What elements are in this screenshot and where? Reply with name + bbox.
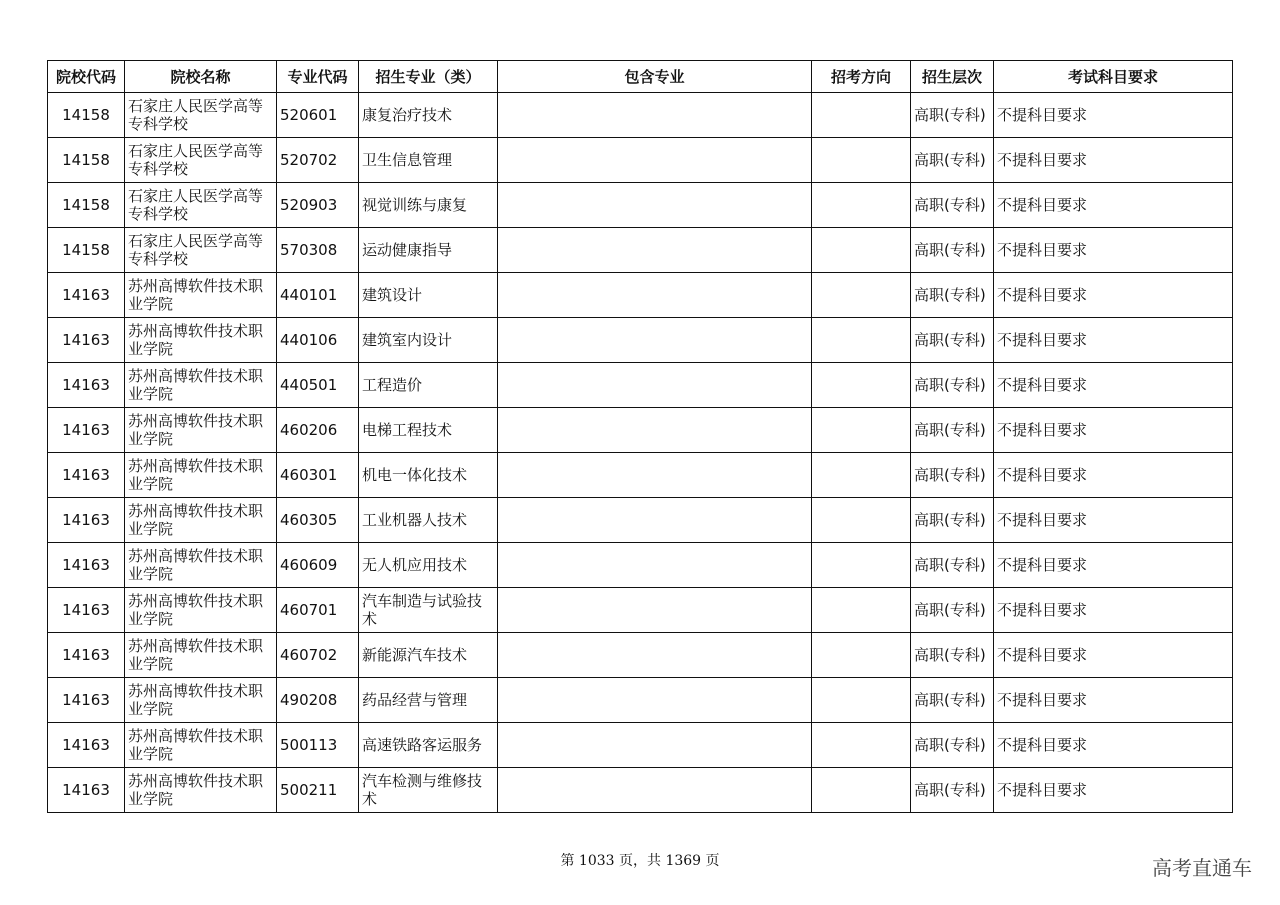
school-name-cell: 苏州高博软件技术职业学院	[125, 723, 277, 768]
school-name-cell: 苏州高博软件技术职业学院	[125, 768, 277, 813]
level-cell: 高职(专科)	[911, 453, 994, 498]
included-majors-cell	[498, 363, 812, 408]
major-code-cell: 460701	[277, 588, 359, 633]
included-majors-cell	[498, 318, 812, 363]
direction-cell	[812, 228, 911, 273]
direction-cell	[812, 453, 911, 498]
level-cell: 高职(专科)	[911, 768, 994, 813]
table-row	[48, 678, 1233, 723]
major-name-cell: 高速铁路客运服务	[359, 723, 498, 768]
table-row	[48, 453, 1233, 498]
direction-cell	[812, 723, 911, 768]
subject-requirement-cell: 不提科目要求	[994, 363, 1233, 408]
table-row	[48, 273, 1233, 318]
major-code-cell: 520903	[277, 183, 359, 228]
school-name-cell: 苏州高博软件技术职业学院	[125, 633, 277, 678]
header-included-majors: 包含专业	[498, 61, 812, 93]
major-code-cell: 440101	[277, 273, 359, 318]
level-cell: 高职(专科)	[911, 183, 994, 228]
major-code-cell: 440501	[277, 363, 359, 408]
direction-cell	[812, 678, 911, 723]
included-majors-cell	[498, 678, 812, 723]
included-majors-cell	[498, 228, 812, 273]
level-cell: 高职(专科)	[911, 273, 994, 318]
major-code-cell: 460206	[277, 408, 359, 453]
school-name-cell: 苏州高博软件技术职业学院	[125, 318, 277, 363]
major-name-cell: 康复治疗技术	[359, 93, 498, 138]
subject-requirement-cell: 不提科目要求	[994, 183, 1233, 228]
school-name-cell: 苏州高博软件技术职业学院	[125, 453, 277, 498]
direction-cell	[812, 318, 911, 363]
school-code-cell: 14163	[48, 363, 125, 408]
subject-requirement-cell: 不提科目要求	[994, 318, 1233, 363]
school-code-cell: 14163	[48, 723, 125, 768]
major-code-cell: 460702	[277, 633, 359, 678]
major-name-cell: 汽车检测与维修技术	[359, 768, 498, 813]
table-row	[48, 768, 1233, 813]
school-code-cell: 14163	[48, 498, 125, 543]
header-level: 招生层次	[911, 61, 994, 93]
school-code-cell: 14163	[48, 273, 125, 318]
direction-cell	[812, 183, 911, 228]
included-majors-cell	[498, 543, 812, 588]
table-row	[48, 633, 1233, 678]
school-code-cell: 14158	[48, 93, 125, 138]
header-direction: 招考方向	[812, 61, 911, 93]
header-school-code: 院校代码	[48, 61, 125, 93]
level-cell: 高职(专科)	[911, 723, 994, 768]
level-cell: 高职(专科)	[911, 588, 994, 633]
major-name-cell: 运动健康指导	[359, 228, 498, 273]
major-code-cell: 520702	[277, 138, 359, 183]
subject-requirement-cell: 不提科目要求	[994, 768, 1233, 813]
included-majors-cell	[498, 273, 812, 318]
level-cell: 高职(专科)	[911, 633, 994, 678]
included-majors-cell	[498, 408, 812, 453]
subject-requirement-cell: 不提科目要求	[994, 498, 1233, 543]
school-name-cell: 石家庄人民医学高等专科学校	[125, 138, 277, 183]
table-row	[48, 588, 1233, 633]
header-row	[48, 61, 1233, 93]
level-cell: 高职(专科)	[911, 93, 994, 138]
school-code-cell: 14163	[48, 543, 125, 588]
school-code-cell: 14163	[48, 453, 125, 498]
subject-requirement-cell: 不提科目要求	[994, 228, 1233, 273]
major-code-cell: 570308	[277, 228, 359, 273]
major-name-cell: 无人机应用技术	[359, 543, 498, 588]
included-majors-cell	[498, 768, 812, 813]
school-name-cell: 苏州高博软件技术职业学院	[125, 543, 277, 588]
direction-cell	[812, 633, 911, 678]
direction-cell	[812, 363, 911, 408]
major-code-cell: 520601	[277, 93, 359, 138]
major-code-cell: 490208	[277, 678, 359, 723]
school-name-cell: 石家庄人民医学高等专科学校	[125, 183, 277, 228]
major-name-cell: 工程造价	[359, 363, 498, 408]
major-name-cell: 新能源汽车技术	[359, 633, 498, 678]
subject-requirement-cell: 不提科目要求	[994, 453, 1233, 498]
major-code-cell: 500211	[277, 768, 359, 813]
direction-cell	[812, 138, 911, 183]
subject-requirement-cell: 不提科目要求	[994, 543, 1233, 588]
school-name-cell: 苏州高博软件技术职业学院	[125, 588, 277, 633]
subject-requirement-cell: 不提科目要求	[994, 588, 1233, 633]
direction-cell	[812, 768, 911, 813]
major-name-cell: 汽车制造与试验技术	[359, 588, 498, 633]
school-code-cell: 14163	[48, 588, 125, 633]
included-majors-cell	[498, 498, 812, 543]
level-cell: 高职(专科)	[911, 138, 994, 183]
school-name-cell: 苏州高博软件技术职业学院	[125, 363, 277, 408]
table-row	[48, 723, 1233, 768]
table-row	[48, 138, 1233, 183]
school-code-cell: 14158	[48, 138, 125, 183]
table-row	[48, 498, 1233, 543]
subject-requirement-cell: 不提科目要求	[994, 93, 1233, 138]
table-row	[48, 183, 1233, 228]
included-majors-cell	[498, 138, 812, 183]
table-row	[48, 543, 1233, 588]
direction-cell	[812, 93, 911, 138]
table-row	[48, 363, 1233, 408]
major-name-cell: 药品经营与管理	[359, 678, 498, 723]
included-majors-cell	[498, 723, 812, 768]
school-name-cell: 苏州高博软件技术职业学院	[125, 273, 277, 318]
table-row	[48, 318, 1233, 363]
included-majors-cell	[498, 453, 812, 498]
level-cell: 高职(专科)	[911, 678, 994, 723]
level-cell: 高职(专科)	[911, 228, 994, 273]
major-name-cell: 机电一体化技术	[359, 453, 498, 498]
level-cell: 高职(专科)	[911, 318, 994, 363]
watermark-text: 高考直通车	[1152, 856, 1252, 880]
school-name-cell: 石家庄人民医学高等专科学校	[125, 228, 277, 273]
direction-cell	[812, 543, 911, 588]
included-majors-cell	[498, 633, 812, 678]
subject-requirement-cell: 不提科目要求	[994, 273, 1233, 318]
level-cell: 高职(专科)	[911, 498, 994, 543]
included-majors-cell	[498, 183, 812, 228]
subject-requirement-cell: 不提科目要求	[994, 678, 1233, 723]
school-name-cell: 石家庄人民医学高等专科学校	[125, 93, 277, 138]
school-code-cell: 14163	[48, 633, 125, 678]
level-cell: 高职(专科)	[911, 543, 994, 588]
subject-requirement-cell: 不提科目要求	[994, 408, 1233, 453]
included-majors-cell	[498, 588, 812, 633]
major-name-cell: 视觉训练与康复	[359, 183, 498, 228]
school-code-cell: 14163	[48, 408, 125, 453]
subject-requirement-cell: 不提科目要求	[994, 633, 1233, 678]
included-majors-cell	[498, 93, 812, 138]
major-name-cell: 电梯工程技术	[359, 408, 498, 453]
table-row	[48, 408, 1233, 453]
direction-cell	[812, 498, 911, 543]
direction-cell	[812, 273, 911, 318]
major-code-cell: 460305	[277, 498, 359, 543]
major-name-cell: 工业机器人技术	[359, 498, 498, 543]
major-code-cell: 460609	[277, 543, 359, 588]
major-name-cell: 建筑设计	[359, 273, 498, 318]
school-name-cell: 苏州高博软件技术职业学院	[125, 498, 277, 543]
direction-cell	[812, 408, 911, 453]
school-code-cell: 14163	[48, 318, 125, 363]
header-major: 招生专业（类）	[359, 61, 498, 93]
table-row	[48, 228, 1233, 273]
admissions-table	[47, 60, 1233, 813]
major-code-cell: 500113	[277, 723, 359, 768]
subject-requirement-cell: 不提科目要求	[994, 723, 1233, 768]
level-cell: 高职(专科)	[911, 408, 994, 453]
school-code-cell: 14163	[48, 768, 125, 813]
school-name-cell: 苏州高博软件技术职业学院	[125, 678, 277, 723]
subject-requirement-cell: 不提科目要求	[994, 138, 1233, 183]
major-name-cell: 建筑室内设计	[359, 318, 498, 363]
major-name-cell: 卫生信息管理	[359, 138, 498, 183]
header-school-name: 院校名称	[125, 61, 277, 93]
header-major-code: 专业代码	[277, 61, 359, 93]
level-cell: 高职(专科)	[911, 363, 994, 408]
school-code-cell: 14163	[48, 678, 125, 723]
direction-cell	[812, 588, 911, 633]
major-code-cell: 440106	[277, 318, 359, 363]
school-code-cell: 14158	[48, 228, 125, 273]
header-subject-requirement: 考试科目要求	[994, 61, 1233, 93]
school-name-cell: 苏州高博软件技术职业学院	[125, 408, 277, 453]
major-code-cell: 460301	[277, 453, 359, 498]
table-row	[48, 93, 1233, 138]
school-code-cell: 14158	[48, 183, 125, 228]
page-number: 第 1033 页，共 1369 页	[560, 853, 720, 869]
